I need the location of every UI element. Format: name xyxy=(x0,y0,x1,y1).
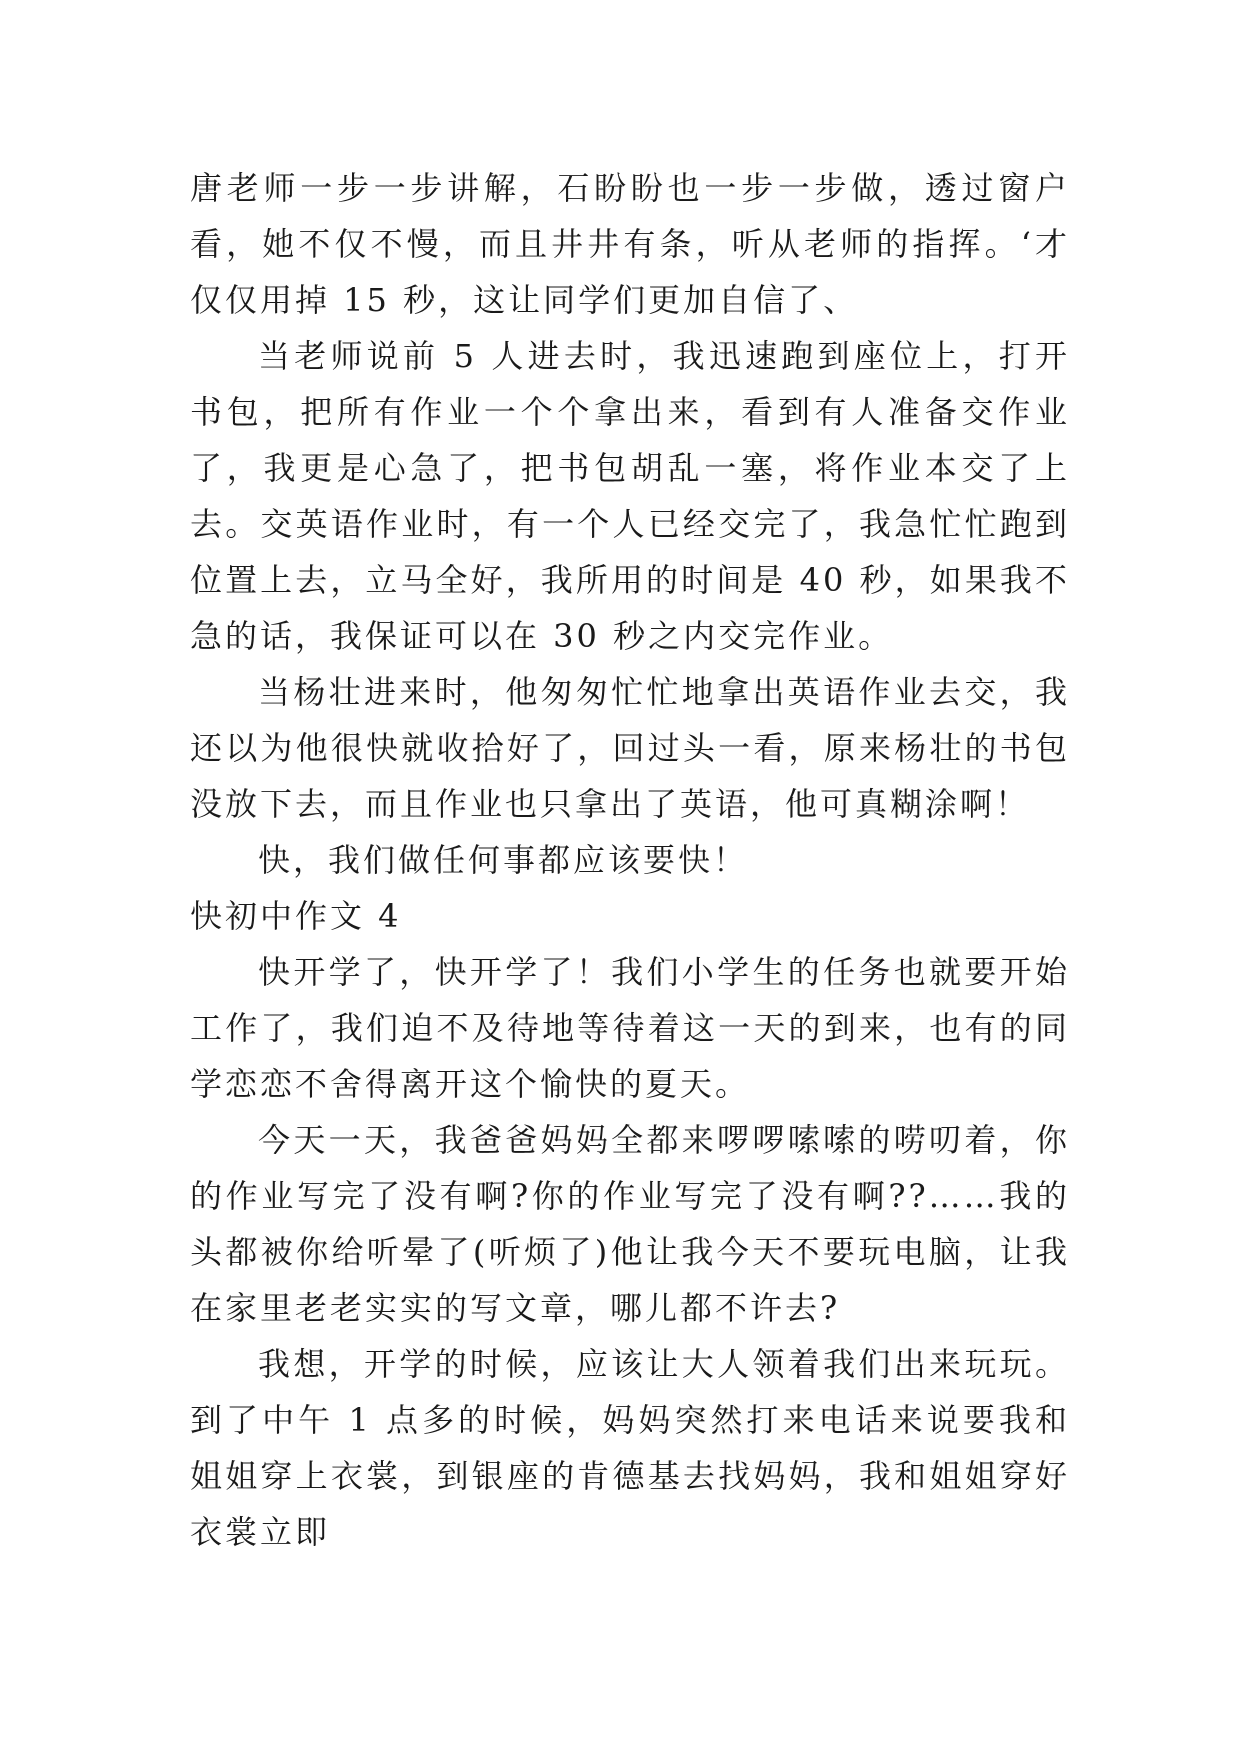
paragraph-1: 唐老师一步一步讲解，石盼盼也一步一步做，透过窗户看，她不仅不慢，而且井井有条，听从老师的指挥。‘才仅仅用掉 15 秒，这让同学们更加自信了、 xyxy=(190,169,1070,319)
paragraph-4: 快，我们做任何事都应该要快！ xyxy=(258,841,749,879)
paragraph-3: 当杨壮进来时，他匆匆忙忙地拿出英语作业去交，我还以为他很快就收拾好了，回过头一看，原来杨壮的书包没放下去，而且作业也只拿出了英语，他可真糊涂啊！ xyxy=(190,673,1070,823)
section-heading: 快初中作文 4 xyxy=(190,897,402,935)
paragraph-2: 当老师说前 5 人进去时，我迅速跑到座位上，打开书包，把所有作业一个个拿出来，看到有人准备交作业了，我更是心急了，把书包胡乱一塞，将作业本交了上去。交英语作业时，有一个人已经交完了，我急忙忙跑到位置上去，立马全好，我所用的时间是 40 秒，如果我不急的话，我保证可以在 30 秒之内交完作业。 xyxy=(190,337,1070,655)
paragraph-5: 快开学了，快开学了！我们小学生的任务也就要开始工作了，我们迫不及待地等待着这一天的到来，也有的同学恋恋不舍得离开这个愉快的夏天。 xyxy=(190,953,1070,1103)
paragraph-6: 今天一天，我爸爸妈妈全都来啰啰嗦嗦的唠叨着，你的作业写完了没有啊?你的作业写完了没有啊??……我的头都被你给听晕了(听烦了)他让我今天不要玩电脑，让我在家里老老实实的写文章，哪儿都不许去? xyxy=(190,1121,1070,1327)
paragraph-7: 我想，开学的时候，应该让大人领着我们出来玩玩。到了中午 1 点多的时候，妈妈突然打来电话来说要我和姐姐穿上衣裳，到银座的肯德基去找妈妈，我和姐姐穿好衣裳立即 xyxy=(190,1345,1070,1551)
document-body xyxy=(190,160,1070,1560)
